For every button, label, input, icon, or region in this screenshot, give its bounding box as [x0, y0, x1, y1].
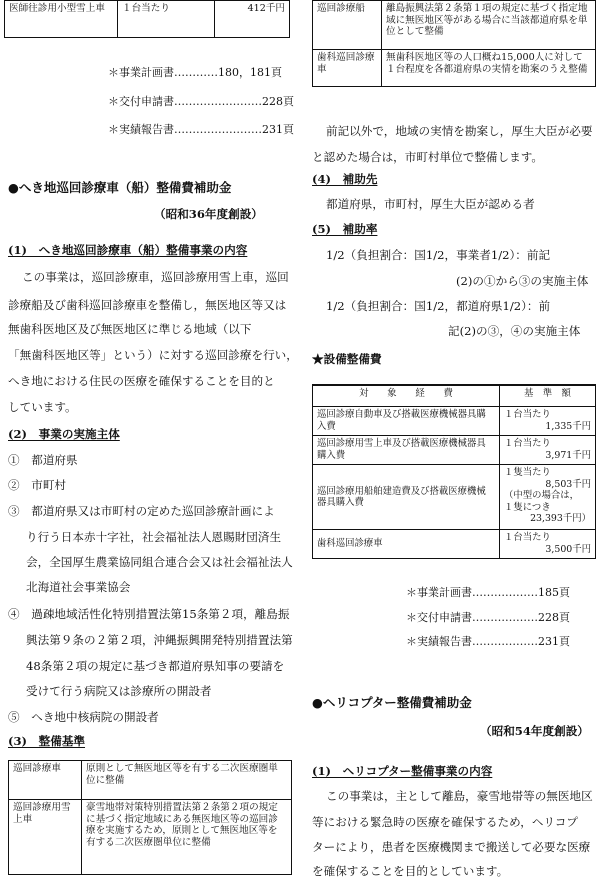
- header-target: 対 象 経 費: [313, 385, 500, 407]
- equip-target: 巡回診療用雪上車及び搭載医療機械器具購入費: [313, 436, 500, 465]
- table-cell-item: 医師往診用小型雪上車: [5, 1, 118, 38]
- rate-line: 1/2（負担割合：国1/2，事業者1/2）：前記: [326, 248, 551, 262]
- list-item: ② 市町村: [8, 478, 67, 492]
- equipment-title: ★設備整備費: [312, 352, 382, 366]
- list-item: ① 都道府県: [8, 453, 78, 467]
- equip-standard: １台当たり 1,335千円: [500, 407, 596, 436]
- text-line: と認めた場合は，市町村単位で整備します。: [312, 150, 543, 164]
- list-item: 48条第２項の規定に基づき都道府県知事の要請を: [26, 659, 285, 673]
- heading-entities: (2) 事業の実施主体: [8, 427, 120, 441]
- ref-plan: ＊事業計画書…………180，181頁: [108, 66, 282, 79]
- list-item: り行う日本赤十字社，社会福祉法人恩賜財団済生: [26, 530, 282, 544]
- heading-recipient: (4) 補助先: [312, 172, 378, 186]
- criteria-desc: 無歯科医地区等の人口概ね15,000人に対して１台程度を各都道府県の実情を勘案のうえ整備: [382, 50, 596, 87]
- heading-rate: (5) 補助率: [312, 222, 378, 236]
- criteria-table-left: [8, 760, 292, 875]
- section-title: ●ヘリコプター整備費補助金: [312, 695, 472, 710]
- list-item: ⑤ へき地中核病院の開設者: [8, 710, 159, 724]
- section-title: ●へき地巡回診療車（船）整備費補助金: [8, 180, 232, 195]
- list-item: ④ 過疎地域活性化特別措置法第15条第２項，離島振: [8, 607, 290, 621]
- text-line: この事業は，巡回診療車，巡回診療用雪上車，巡回: [22, 270, 289, 284]
- table-cell-amount: 412千円: [215, 1, 290, 38]
- text-line: 等における緊急時の医療を確保するため，ヘリコプ: [312, 815, 578, 829]
- ref-report: ＊実績報告書………………231頁: [406, 635, 570, 648]
- section-year: （昭和54年度創設）: [480, 724, 589, 738]
- list-item: 北海道社会事業協会: [26, 580, 131, 594]
- equip-standard: １台当たり 3,971千円: [500, 436, 596, 465]
- equip-target: 歯科巡回診療車: [313, 530, 500, 559]
- criteria-type: 歯科巡回診療車: [313, 50, 382, 87]
- heading-helicopter: (1) ヘリコプター整備事業の内容: [312, 764, 493, 778]
- ref-application: ＊交付申請書………………228頁: [406, 611, 570, 624]
- snowmobile-cost-table: [4, 0, 290, 38]
- criteria-desc: 離島振興法第２条第１項の規定に基づく指定地域に無医地区等がある場合に当該都道府県を単位として整備: [382, 1, 596, 50]
- text-line: ターにより，患者を医療機関まで搬送して必要な医療: [312, 840, 591, 854]
- list-item: 興法第９条の２第２項，沖縄振興開発特別措置法第: [26, 633, 293, 647]
- rate-line: 1/2（負担割合：国1/2，都道府県1/2）：前: [326, 299, 551, 313]
- text-line: この事業は，主として離島，豪雪地帯等の無医地区: [326, 789, 593, 803]
- recipient-text: 都道府県，市町村，厚生大臣が認める者: [326, 197, 535, 211]
- criteria-desc: 豪雪地帯対策特別措置法第２条第２項の規定に基づく指定地域にある無医地区等の巡回診療を実施するため，原則として無医地区等を有する二次医療圏単位に整備: [82, 800, 292, 875]
- list-item: ③ 都道府県又は市町村の定めた巡回診療計画によ: [8, 504, 275, 518]
- equip-standard: １隻当たり 8,503千円 （中型の場合は， １隻につき 23,393千円）: [500, 465, 596, 530]
- equip-target: 巡回診療用船舶建造費及び搭載医療機械器具購入費: [313, 465, 500, 530]
- list-item: 受けて行う病院又は診療所の開設者: [26, 684, 212, 698]
- text-line: 診療船及び歯科巡回診療車を整備し，無医地区等又は: [8, 298, 287, 312]
- list-item: 会，全国厚生農業協同組合連合会又は社会福祉法人: [26, 555, 293, 569]
- equip-standard: １台当たり 3,500千円: [500, 530, 596, 559]
- ref-plan: ＊事業計画書………………185頁: [406, 586, 570, 599]
- text-line: へき地における住民の医療を確保することを目的と: [8, 374, 275, 388]
- table-cell-unit: １台当たり: [118, 1, 215, 38]
- equipment-cost-table: [312, 384, 596, 559]
- section-year: （昭和36年度創設）: [154, 207, 263, 221]
- ref-report: ＊実績報告書……………………231頁: [108, 123, 294, 136]
- criteria-type: 巡回診療船: [313, 1, 382, 50]
- criteria-desc: 原則として無医地区等を有する二次医療圏単位に整備: [82, 761, 292, 800]
- ref-application: ＊交付申請書……………………228頁: [108, 95, 294, 108]
- heading-content: (1) へき地巡回診療車（船）整備事業の内容: [8, 243, 248, 257]
- text-line: 前記以外で，地域の実情を勘案し，厚生大臣が必要: [326, 124, 593, 138]
- text-line: 「無歯科医地区等」という）に対する巡回診療を行い，: [8, 348, 298, 362]
- criteria-table-right: [312, 0, 596, 87]
- equip-target: 巡回診療自動車及び搭載医療機械器具購入費: [313, 407, 500, 436]
- criteria-type: 巡回診療車: [9, 761, 82, 800]
- rate-line: (2)の①から③の実施主体: [456, 274, 589, 288]
- rate-line: 記(2)の③，④の実施主体: [448, 324, 581, 338]
- text-line: 無歯科医地区及び無医地区に準じる地域（以下: [8, 322, 252, 336]
- heading-criteria: (3) 整備基準: [8, 734, 86, 748]
- header-standard: 基 準 額: [500, 385, 596, 407]
- text-line: しています。: [8, 400, 77, 414]
- criteria-type: 巡回診療用雪上車: [9, 800, 82, 875]
- text-line: を確保することを目的としています。: [312, 864, 509, 878]
